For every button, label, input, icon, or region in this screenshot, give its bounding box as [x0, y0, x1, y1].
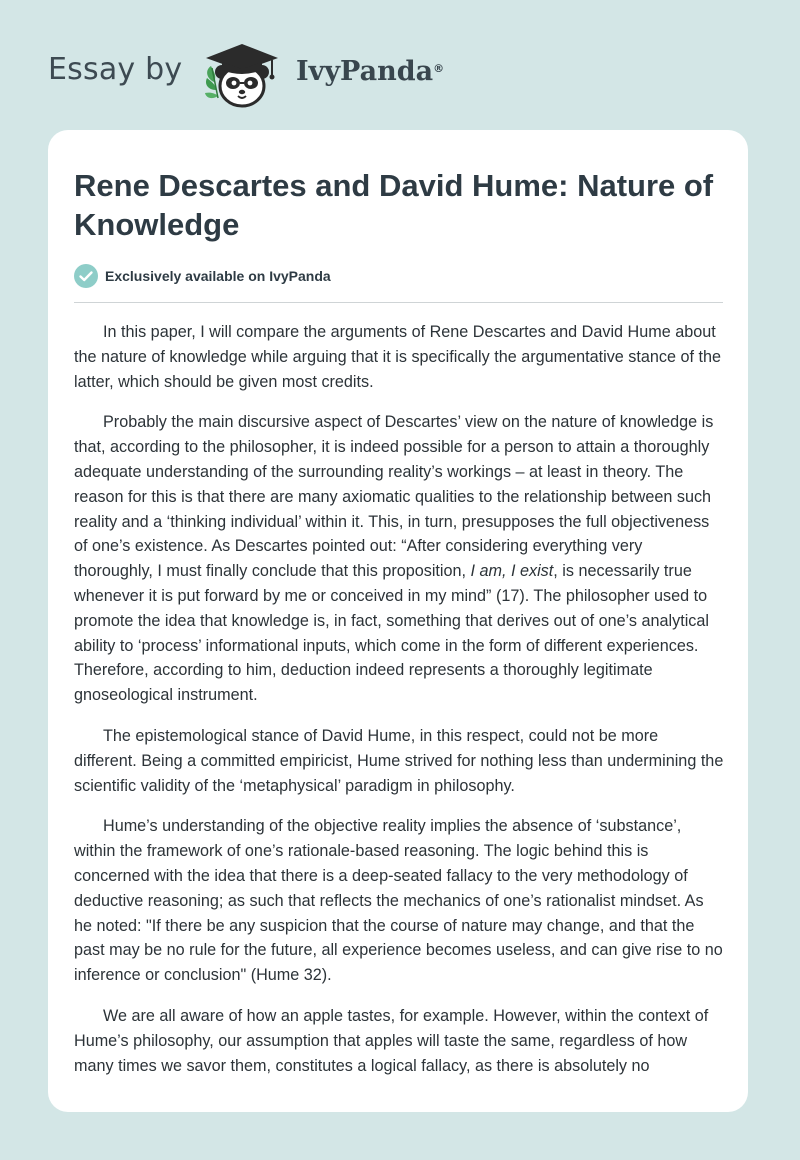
- quote-emphasis: I am, I exist: [470, 562, 554, 581]
- essay-by-label: Essay by: [48, 52, 183, 87]
- paragraph-text: , is necessarily true whenever it is put forward by me or conceived in my mind” (17). The philosopher used to promote the idea that knowledge is, in fact, something that derives out of one’s analytical ability to ‘process’ informational inputs, which come in the form of different experiences. Therefore, according to him, deduction indeed represents a thoroughly legitimate gnoseological instrument.: [74, 562, 709, 705]
- paragraph: [74, 410, 724, 708]
- essay-card: [48, 130, 748, 1112]
- paragraph: Hume’s understanding of the objective reality implies the absence of ‘substance’, within the framework of one’s rationale-based reasoning. The logic behind this is concerned with the idea that there is a deep-seated fallacy to the very methodology of deductive reasoning; as such that reflects the mechanics of one’s rationalist mindset. As he noted: "If there be any suspicion that the course of nature may change, and that the past may be no rule for the future, all experience becomes useless, and can give rise to no inference or conclusion" (Hume 32).: [74, 817, 723, 985]
- paragraph: In this paper, I will compare the arguments of Rene Descartes and David Hume about the nature of knowledge while arguing that it is specifically the argumentative stance of the latter, which should be given most credits.: [74, 323, 721, 391]
- exclusive-badge-label: Exclusively available on IvyPanda: [105, 268, 331, 284]
- panda-graduation-cap-icon[interactable]: [200, 38, 292, 110]
- paragraph-text: Probably the main discursive aspect of Descartes’ view on the nature of knowledge is that, according to the philosopher, it is indeed possible for a person to attain a thoroughly adequate understanding of the surrounding reality’s workings – at least in theory. The reason for this is that there are many axiomatic qualities to the relationship between such reality and a ‘thinking individual’ within it. This, in turn, presupposes the full objectiveness of one’s existence. As Descartes pointed out: “After considering everything very thoroughly, I must finally conclude that this proposition,: [74, 413, 714, 581]
- check-circle-icon: [74, 264, 98, 288]
- paragraph: We are all aware of how an apple tastes, for example. However, within the context of Hume’s philosophy, our assumption that apples will taste the same, regardless of how many times we savor them, constitutes a logical fallacy, as there is absolutely no: [74, 1006, 709, 1075]
- paragraph: The epistemological stance of David Hume, in this respect, could not be more different. Being a committed empiricist, Hume strived for nothing less than undermining the scientific validity of the ‘metaphysical’ paradigm in philosophy.: [74, 726, 724, 795]
- brand-name-text: IvyPanda: [296, 56, 434, 87]
- site-header: [0, 0, 800, 130]
- exclusive-badge: [74, 264, 331, 288]
- registered-mark: ®: [433, 62, 445, 75]
- page-title: Rene Descartes and David Hume: Nature of Knowledge: [74, 168, 714, 242]
- divider: [74, 302, 723, 303]
- essay-body: [74, 320, 724, 1094]
- brand-name[interactable]: [296, 52, 444, 92]
